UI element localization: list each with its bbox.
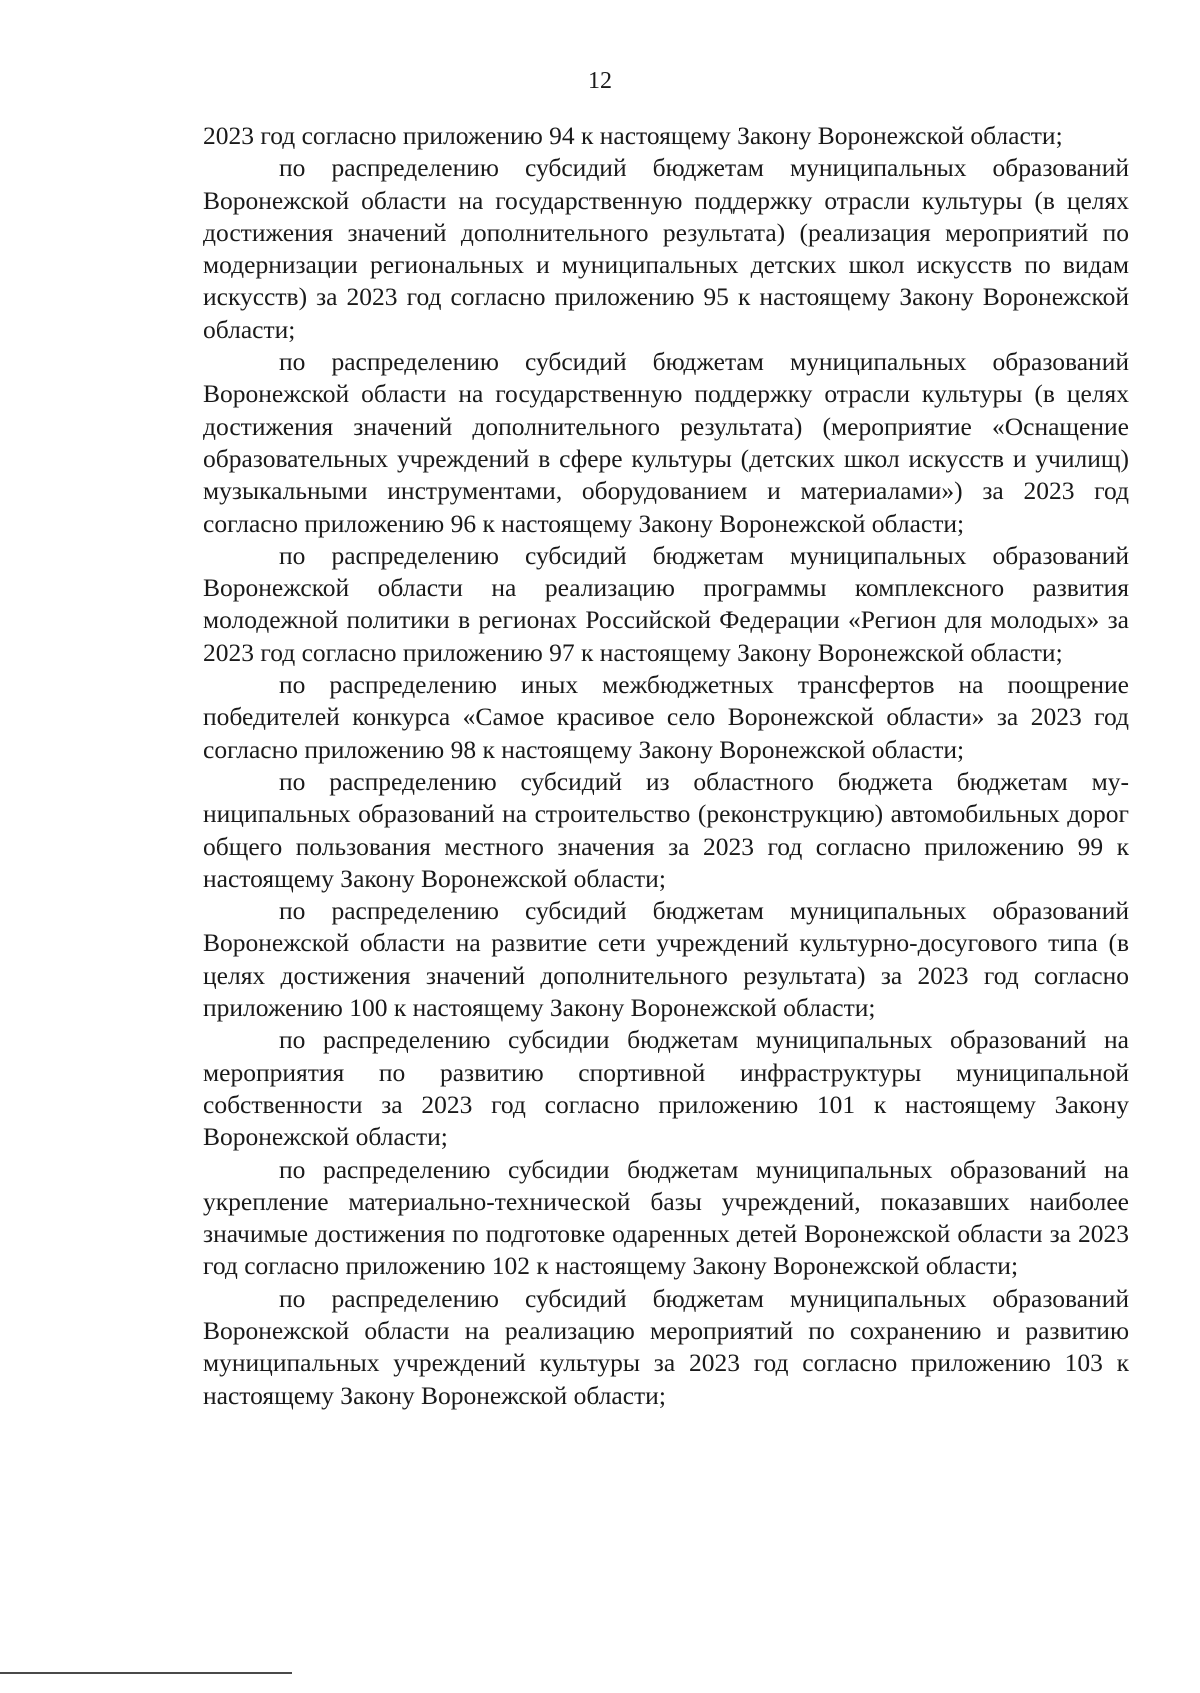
page-number: 12 [588,68,612,94]
paragraph-4: по распределению субсидий бюджетам муниципальных образований Воронежской области на реализацию программы комплексного развития молодежной политики в регионах Российской Федерации «Регион для молодых» за 2023 год согласно приложению 97 к настоящему Закону Воронежской области; [203,540,1129,667]
paragraph-5: по распределению иных межбюджетных трансфертов на поощрение победителей конкурса «Самое красивое село Воронежской области» за 2023 год согласно приложению 98 к настоящему Закону Воронежской области; [203,670,1129,764]
paragraph-10: по распределению субсидий бюджетам муниципальных образований Воронежской области на реализацию мероприятий по сохранению и развитию муниципальных учреждений культуры за 2023 год согласно приложению 103 к настоящему Закону Воронежской области; [203,1283,1129,1410]
paragraph-7: по распределению субсидий бюджетам муниципальных образований Воронежской области на развитие сети учреждений культурно-досугового типа (в целях достижения значений дополнительного результата) за 2023 год согласно приложению 100 к настоящему Закону Воронежской области; [203,896,1129,1023]
paragraph-1: 2023 год согласно приложению 94 к настоящему Закону Воронежской области; [203,121,1063,150]
paragraph-2: по распределению субсидий бюджетам муниципальных образований Воронежской области на государственную поддержку отрасли культуры (в целях достижения значений дополнительного результата) (реализация мероприятий по модернизации региональных и муниципальных детских школ искусств по видам искусств) за 2023 год согласно приложению 95 к настоящему Закону Воронежской области; [203,153,1129,344]
footer-rule [0,1672,292,1674]
paragraph-9: по распределению субсидии бюджетам муниципальных образований на укрепление материально-технической базы учреждений, показавших наиболее значимые достижения по подготовке одаренных детей Воронежской области за 2023 год согласно приложению 102 к настоящему Закону Воронежской области; [203,1154,1129,1281]
paragraph-8: по распределению субсидии бюджетам муниципальных образований на мероприятия по развитию спортивной инфраструктуры муниципальной собственности за 2023 год согласно приложению 101 к настоящему Закону Воронежской области; [203,1025,1129,1152]
paragraph-3: по распределению субсидий бюджетам муниципальных образований Воронежской области на государственную поддержку отрасли культуры (в целях достижения значений дополнительного результата) (мероприятие «Оснащение образовательных учреждений в сфере культуры (детских школ искусств и училищ) музыкальными инструментами, оборудованием и материалами») за 2023 год согласно приложению 96 к настоящему Закону Воронежской области; [203,347,1129,538]
document-body [203,120,1129,1412]
paragraph-6: по распределению субсидий из областного бюджета бюджетам муниципальных образований на строительство (реконструкцию) автомобильных дорог общего пользования местного значения за 2023 год согласно приложению 99 к настоящему Закону Воронежской области; [203,766,1129,893]
